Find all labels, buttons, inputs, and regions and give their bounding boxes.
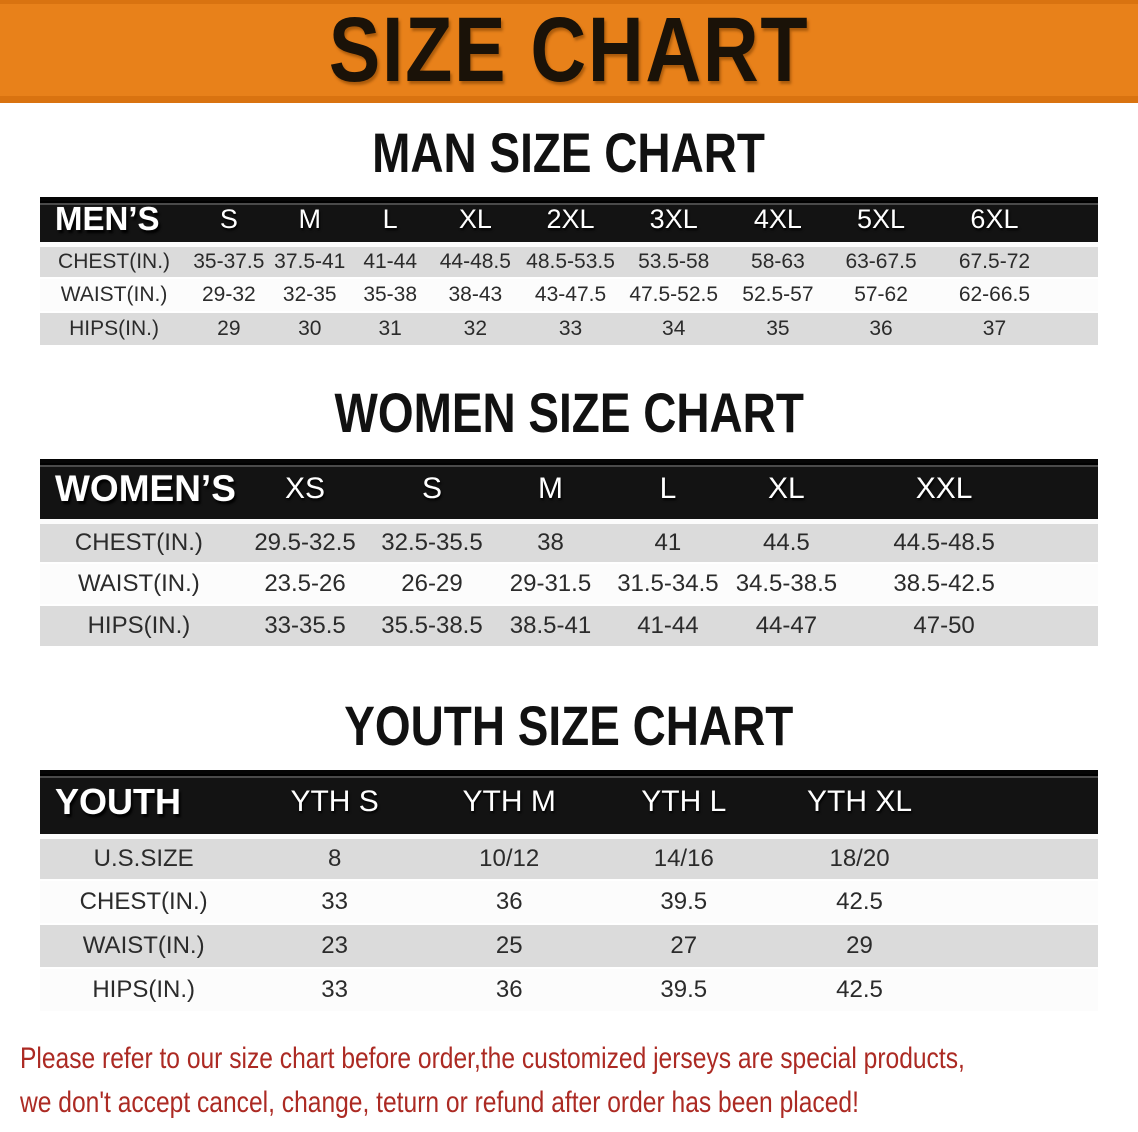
table-title-cell: YOUTH bbox=[40, 770, 247, 836]
banner bbox=[0, 0, 1138, 103]
size-value-cell: 35 bbox=[727, 312, 830, 346]
size-value-cell: 29 bbox=[771, 924, 1098, 968]
size-value-cell: 41 bbox=[609, 521, 726, 563]
size-header-cell: S bbox=[188, 197, 269, 244]
size-value-cell: 33 bbox=[247, 968, 422, 1012]
women-size-section bbox=[0, 383, 1138, 648]
banner-title: SIZE CHART bbox=[328, 0, 810, 101]
size-value-cell: 26-29 bbox=[372, 563, 492, 605]
men-heading-text: MAN SIZE CHART bbox=[372, 121, 766, 184]
size-value-cell: 30 bbox=[270, 312, 350, 346]
women-heading-text: WOMEN SIZE CHART bbox=[334, 381, 804, 444]
measurement-row bbox=[40, 563, 1098, 605]
measurement-row bbox=[40, 278, 1098, 312]
size-header-cell: YTH S bbox=[247, 770, 422, 836]
youth-heading-text: YOUTH SIZE CHART bbox=[344, 694, 794, 757]
size-value-cell: 44.5-48.5 bbox=[846, 521, 1098, 563]
size-value-cell: 67.5-72 bbox=[933, 244, 1098, 278]
size-value-cell: 52.5-57 bbox=[727, 278, 830, 312]
size-header-cell: XXL bbox=[846, 459, 1098, 521]
row-label: CHEST(IN.) bbox=[40, 521, 238, 563]
size-value-cell: 33 bbox=[520, 312, 621, 346]
size-value-cell: 29-32 bbox=[188, 278, 269, 312]
size-value-cell: 41-44 bbox=[350, 244, 430, 278]
disclaimer-line-1: Please refer to our size chart before order,the customized jerseys are special products, bbox=[20, 1042, 965, 1075]
measurement-row bbox=[40, 605, 1098, 647]
size-value-cell: 47-50 bbox=[846, 605, 1098, 647]
size-value-cell: 58-63 bbox=[727, 244, 830, 278]
size-value-cell: 48.5-53.5 bbox=[520, 244, 621, 278]
size-header-cell: 2XL bbox=[520, 197, 621, 244]
size-value-cell: 25 bbox=[422, 924, 597, 968]
size-header-cell: XL bbox=[727, 459, 847, 521]
row-label: CHEST(IN.) bbox=[40, 880, 247, 924]
size-value-cell: 62-66.5 bbox=[933, 278, 1098, 312]
youth-size-table bbox=[40, 770, 1098, 1013]
size-value-cell: 35-38 bbox=[350, 278, 430, 312]
size-header-cell: 5XL bbox=[829, 197, 933, 244]
women-size-table bbox=[40, 459, 1098, 648]
size-value-cell: 37.5-41 bbox=[270, 244, 350, 278]
men-size-section bbox=[0, 123, 1138, 347]
size-value-cell: 14/16 bbox=[596, 836, 771, 880]
men-section-heading bbox=[0, 123, 1138, 183]
row-label: HIPS(IN.) bbox=[40, 968, 247, 1012]
size-header-cell: S bbox=[372, 459, 492, 521]
size-value-cell: 23.5-26 bbox=[238, 563, 372, 605]
size-value-cell: 23 bbox=[247, 924, 422, 968]
size-value-cell: 38-43 bbox=[430, 278, 520, 312]
size-value-cell: 33-35.5 bbox=[238, 605, 372, 647]
size-value-cell: 41-44 bbox=[609, 605, 726, 647]
size-value-cell: 32 bbox=[430, 312, 520, 346]
size-value-cell: 32.5-35.5 bbox=[372, 521, 492, 563]
size-value-cell: 38.5-42.5 bbox=[846, 563, 1098, 605]
size-value-cell: 44-47 bbox=[727, 605, 847, 647]
row-label: WAIST(IN.) bbox=[40, 278, 188, 312]
table-header-row bbox=[40, 197, 1098, 244]
row-label: HIPS(IN.) bbox=[40, 605, 238, 647]
size-header-cell: L bbox=[609, 459, 726, 521]
measurement-row bbox=[40, 312, 1098, 346]
size-value-cell: 34 bbox=[621, 312, 727, 346]
size-value-cell: 44.5 bbox=[727, 521, 847, 563]
measurement-row bbox=[40, 836, 1098, 880]
size-value-cell: 35-37.5 bbox=[188, 244, 269, 278]
size-value-cell: 29.5-32.5 bbox=[238, 521, 372, 563]
size-value-cell: 29 bbox=[188, 312, 269, 346]
size-value-cell: 10/12 bbox=[422, 836, 597, 880]
size-value-cell: 18/20 bbox=[771, 836, 1098, 880]
size-header-cell: M bbox=[492, 459, 609, 521]
size-header-cell: XL bbox=[430, 197, 520, 244]
measurement-row bbox=[40, 968, 1098, 1012]
measurement-row bbox=[40, 924, 1098, 968]
table-header-row bbox=[40, 770, 1098, 836]
size-value-cell: 36 bbox=[422, 880, 597, 924]
disclaimer-text-block bbox=[20, 1037, 965, 1125]
men-size-table bbox=[40, 197, 1098, 347]
size-value-cell: 38 bbox=[492, 521, 609, 563]
size-value-cell: 31.5-34.5 bbox=[609, 563, 726, 605]
measurement-row bbox=[40, 521, 1098, 563]
size-header-cell: 4XL bbox=[727, 197, 830, 244]
size-header-cell: YTH L bbox=[596, 770, 771, 836]
size-value-cell: 57-62 bbox=[829, 278, 933, 312]
size-header-cell: M bbox=[270, 197, 350, 244]
size-value-cell: 31 bbox=[350, 312, 430, 346]
row-label: HIPS(IN.) bbox=[40, 312, 188, 346]
women-section-heading bbox=[0, 383, 1138, 443]
row-label: CHEST(IN.) bbox=[40, 244, 188, 278]
size-value-cell: 44-48.5 bbox=[430, 244, 520, 278]
disclaimer bbox=[20, 1037, 1138, 1125]
size-value-cell: 33 bbox=[247, 880, 422, 924]
size-value-cell: 43-47.5 bbox=[520, 278, 621, 312]
size-value-cell: 39.5 bbox=[596, 968, 771, 1012]
disclaimer-line-2: we don't accept cancel, change, teturn or refund after order has been placed! bbox=[20, 1086, 859, 1119]
size-header-cell: 3XL bbox=[621, 197, 727, 244]
size-header-cell: L bbox=[350, 197, 430, 244]
table-header-row bbox=[40, 459, 1098, 521]
size-header-cell: YTH XL bbox=[771, 770, 1098, 836]
size-value-cell: 34.5-38.5 bbox=[727, 563, 847, 605]
youth-size-section bbox=[0, 696, 1138, 1013]
measurement-row bbox=[40, 880, 1098, 924]
size-value-cell: 36 bbox=[829, 312, 933, 346]
measurement-row bbox=[40, 244, 1098, 278]
row-label: WAIST(IN.) bbox=[40, 563, 238, 605]
size-value-cell: 42.5 bbox=[771, 880, 1098, 924]
table-title-cell: MEN’S bbox=[40, 197, 188, 244]
size-value-cell: 27 bbox=[596, 924, 771, 968]
row-label: WAIST(IN.) bbox=[40, 924, 247, 968]
size-value-cell: 32-35 bbox=[270, 278, 350, 312]
size-value-cell: 36 bbox=[422, 968, 597, 1012]
size-header-cell: 6XL bbox=[933, 197, 1098, 244]
size-value-cell: 38.5-41 bbox=[492, 605, 609, 647]
size-header-cell: XS bbox=[238, 459, 372, 521]
size-value-cell: 53.5-58 bbox=[621, 244, 727, 278]
size-value-cell: 35.5-38.5 bbox=[372, 605, 492, 647]
row-label: U.S.SIZE bbox=[40, 836, 247, 880]
size-value-cell: 47.5-52.5 bbox=[621, 278, 727, 312]
size-value-cell: 63-67.5 bbox=[829, 244, 933, 278]
size-value-cell: 37 bbox=[933, 312, 1098, 346]
size-value-cell: 8 bbox=[247, 836, 422, 880]
size-value-cell: 42.5 bbox=[771, 968, 1098, 1012]
size-value-cell: 29-31.5 bbox=[492, 563, 609, 605]
size-value-cell: 39.5 bbox=[596, 880, 771, 924]
table-title-cell: WOMEN’S bbox=[40, 459, 238, 521]
size-header-cell: YTH M bbox=[422, 770, 597, 836]
youth-section-heading bbox=[0, 696, 1138, 756]
